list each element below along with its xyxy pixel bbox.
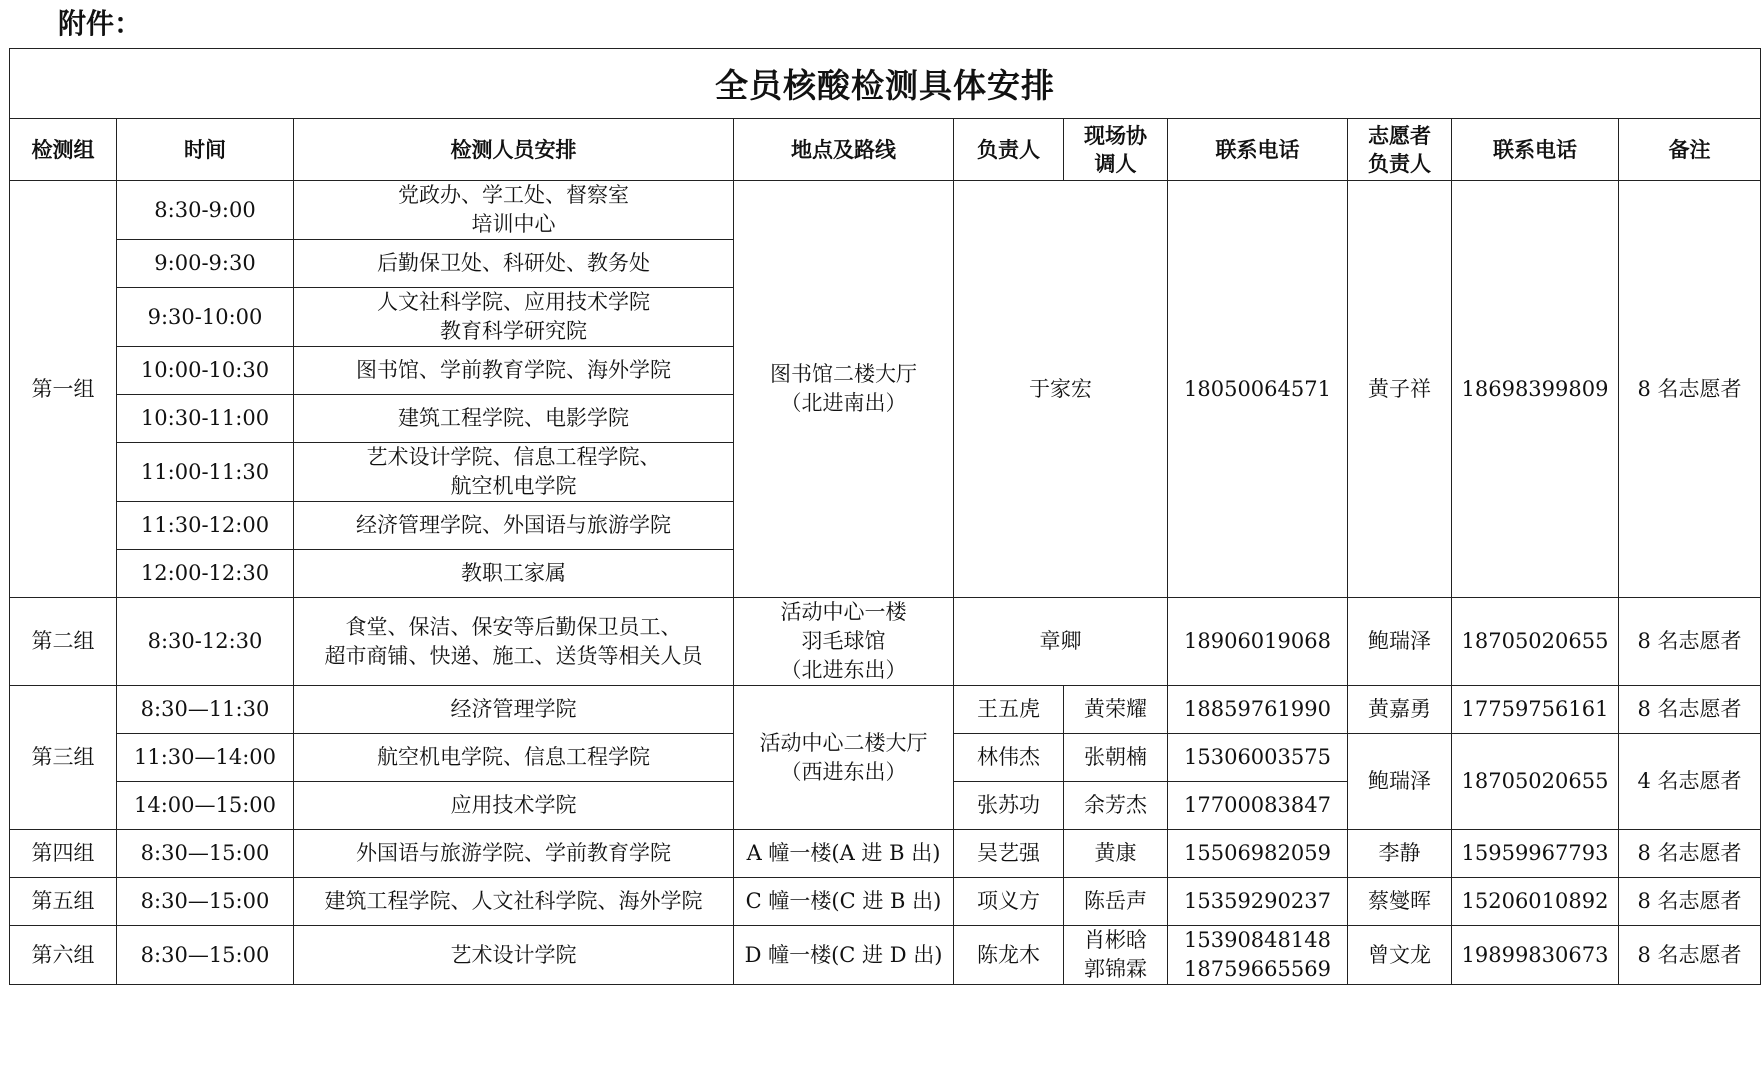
header-coordinator-line2: 调人 — [1094, 151, 1137, 176]
coordinator-cell: 陈岳声 — [1064, 878, 1168, 926]
remark-cell: 8 名志愿者 — [1619, 926, 1761, 985]
header-phone: 联系电话 — [1168, 119, 1348, 181]
schedule-table — [9, 48, 1761, 985]
staff-cell: 外国语与旅游学院、学前教育学院 — [294, 830, 734, 878]
time-cell: 11:30—14:00 — [117, 734, 294, 782]
group1-name: 第一组 — [10, 181, 117, 598]
staff-cell: 后勤保卫处、科研处、教务处 — [294, 240, 734, 288]
phone-cell: 17700083847 — [1168, 782, 1348, 830]
volunteer-leader-cell: 黄嘉勇 — [1348, 686, 1452, 734]
time-cell: 11:00-11:30 — [117, 443, 294, 502]
header-coordinator-line1: 现场协 — [1084, 123, 1147, 148]
coordinator-cell — [1064, 926, 1168, 985]
volunteer-phone-cell: 19899830673 — [1452, 926, 1619, 985]
coordinator-cell: 张朝楠 — [1064, 734, 1168, 782]
phone-line: 18759665569 — [1184, 957, 1331, 981]
location-line: 活动中心二楼大厅 — [759, 730, 928, 755]
header-remark: 备注 — [1619, 119, 1761, 181]
staff-cell: 应用技术学院 — [294, 782, 734, 830]
header-volunteer-phone: 联系电话 — [1452, 119, 1619, 181]
header-volunteer-leader — [1348, 119, 1452, 181]
staff-line: 人文社科学院、应用技术学院 — [377, 290, 650, 314]
header-time: 时间 — [117, 119, 294, 181]
group3-shared-remark: 4 名志愿者 — [1619, 734, 1761, 830]
location-cell: A 幢一楼(A 进 B 出) — [734, 830, 954, 878]
staff-cell: 航空机电学院、信息工程学院 — [294, 734, 734, 782]
location-line: 活动中心一楼 — [780, 600, 907, 624]
phone-cell — [1168, 926, 1348, 985]
time-cell: 8:30-12:30 — [117, 598, 294, 686]
attachment-label: 附件： — [58, 7, 143, 40]
location-cell: C 幢一楼(C 进 B 出) — [734, 878, 954, 926]
time-cell: 11:30-12:00 — [117, 502, 294, 550]
staff-line: 党政办、学工处、督察室 — [398, 183, 629, 207]
volunteer-phone-cell: 15206010892 — [1452, 878, 1619, 926]
leader-cell: 张苏功 — [954, 782, 1064, 830]
table-row — [10, 878, 1761, 926]
group2-location — [734, 598, 954, 686]
staff-cell — [294, 288, 734, 347]
group1-volunteer-leader: 黄子祥 — [1348, 181, 1452, 598]
group2-name: 第二组 — [10, 598, 117, 686]
coordinator-line: 肖彬晗 — [1084, 928, 1147, 952]
staff-cell: 建筑工程学院、人文社科学院、海外学院 — [294, 878, 734, 926]
staff-cell: 艺术设计学院 — [294, 926, 734, 985]
staff-cell — [294, 598, 734, 686]
time-cell: 8:30—15:00 — [117, 830, 294, 878]
location-line: 图书馆二楼大厅 — [770, 362, 917, 386]
staff-cell: 教职工家属 — [294, 550, 734, 598]
leader-cell: 林伟杰 — [954, 734, 1064, 782]
phone-cell: 15306003575 — [1168, 734, 1348, 782]
staff-line: 航空机电学院 — [450, 474, 577, 498]
header-staff: 检测人员安排 — [294, 119, 734, 181]
header-coordinator — [1064, 119, 1168, 181]
staff-cell — [294, 443, 734, 502]
group2-leader: 章卿 — [954, 598, 1168, 686]
remark-cell: 8 名志愿者 — [1619, 830, 1761, 878]
time-cell: 8:30—15:00 — [117, 878, 294, 926]
location-line: 羽毛球馆 — [801, 629, 886, 653]
remark-cell: 8 名志愿者 — [1619, 878, 1761, 926]
group1-volunteer-phone: 18698399809 — [1452, 181, 1619, 598]
staff-line: 艺术设计学院、信息工程学院、 — [366, 445, 661, 469]
location-line: （西进东出） — [780, 759, 907, 784]
group2-volunteer-leader: 鲍瑞泽 — [1348, 598, 1452, 686]
staff-cell: 经济管理学院、外国语与旅游学院 — [294, 502, 734, 550]
time-cell: 8:30—11:30 — [117, 686, 294, 734]
staff-line: 食堂、保洁、保安等后勤保卫员工、 — [345, 614, 682, 639]
staff-line: 教育科学研究院 — [440, 319, 587, 343]
header-group: 检测组 — [10, 119, 117, 181]
time-cell: 10:30-11:00 — [117, 395, 294, 443]
group1-remark: 8 名志愿者 — [1619, 181, 1761, 598]
leader-cell: 项义方 — [954, 878, 1064, 926]
group5-name: 第五组 — [10, 878, 117, 926]
group1-leader: 于家宏 — [954, 181, 1168, 598]
coordinator-line: 郭锦霖 — [1084, 957, 1147, 981]
time-cell: 9:00-9:30 — [117, 240, 294, 288]
time-cell: 10:00-10:30 — [117, 347, 294, 395]
staff-line: 培训中心 — [471, 212, 556, 236]
location-cell: D 幢一楼(C 进 D 出) — [734, 926, 954, 985]
group6-name: 第六组 — [10, 926, 117, 985]
header-volunteer-leader-line1: 志愿者 — [1368, 123, 1431, 148]
staff-cell — [294, 181, 734, 240]
phone-line: 15390848148 — [1184, 928, 1331, 952]
volunteer-leader-cell: 蔡燮晖 — [1348, 878, 1452, 926]
staff-cell: 经济管理学院 — [294, 686, 734, 734]
time-cell: 8:30-9:00 — [117, 181, 294, 240]
header-row — [10, 119, 1761, 181]
phone-cell: 15359290237 — [1168, 878, 1348, 926]
group1-location — [734, 181, 954, 598]
table-row — [10, 926, 1761, 985]
staff-cell: 建筑工程学院、电影学院 — [294, 395, 734, 443]
group2-phone: 18906019068 — [1168, 598, 1348, 686]
time-cell: 12:00-12:30 — [117, 550, 294, 598]
remark-cell: 8 名志愿者 — [1619, 686, 1761, 734]
coordinator-cell: 黄康 — [1064, 830, 1168, 878]
group1-phone: 18050064571 — [1168, 181, 1348, 598]
table-row — [10, 598, 1761, 686]
group3-shared-volunteer-phone: 18705020655 — [1452, 734, 1619, 830]
volunteer-leader-cell: 曾文龙 — [1348, 926, 1452, 985]
header-location: 地点及路线 — [734, 119, 954, 181]
group3-name: 第三组 — [10, 686, 117, 830]
phone-cell: 15506982059 — [1168, 830, 1348, 878]
volunteer-phone-cell: 15959967793 — [1452, 830, 1619, 878]
leader-cell: 吴艺强 — [954, 830, 1064, 878]
coordinator-cell: 余芳杰 — [1064, 782, 1168, 830]
location-line: （北进东出） — [780, 658, 907, 682]
volunteer-phone-cell: 17759756161 — [1452, 686, 1619, 734]
staff-cell: 图书馆、学前教育学院、海外学院 — [294, 347, 734, 395]
header-volunteer-leader-line2: 负责人 — [1368, 151, 1431, 176]
group2-remark: 8 名志愿者 — [1619, 598, 1761, 686]
volunteer-leader-cell: 李静 — [1348, 830, 1452, 878]
group3-shared-volunteer-leader: 鲍瑞泽 — [1348, 734, 1452, 830]
title-row — [10, 49, 1761, 119]
group2-volunteer-phone: 18705020655 — [1452, 598, 1619, 686]
table-row — [10, 686, 1761, 734]
leader-cell: 王五虎 — [954, 686, 1064, 734]
location-line: （北进南出） — [780, 391, 907, 415]
time-cell: 9:30-10:00 — [117, 288, 294, 347]
coordinator-cell: 黄荣耀 — [1064, 686, 1168, 734]
time-cell: 14:00—15:00 — [117, 782, 294, 830]
group3-location — [734, 686, 954, 830]
leader-cell: 陈龙木 — [954, 926, 1064, 985]
phone-cell: 18859761990 — [1168, 686, 1348, 734]
table-row — [10, 181, 1761, 240]
group4-name: 第四组 — [10, 830, 117, 878]
staff-line: 超市商铺、快递、施工、送货等相关人员 — [324, 643, 703, 668]
table-row — [10, 830, 1761, 878]
table-title: 全员核酸检测具体安排 — [10, 49, 1761, 119]
time-cell: 8:30—15:00 — [117, 926, 294, 985]
header-leader: 负责人 — [954, 119, 1064, 181]
